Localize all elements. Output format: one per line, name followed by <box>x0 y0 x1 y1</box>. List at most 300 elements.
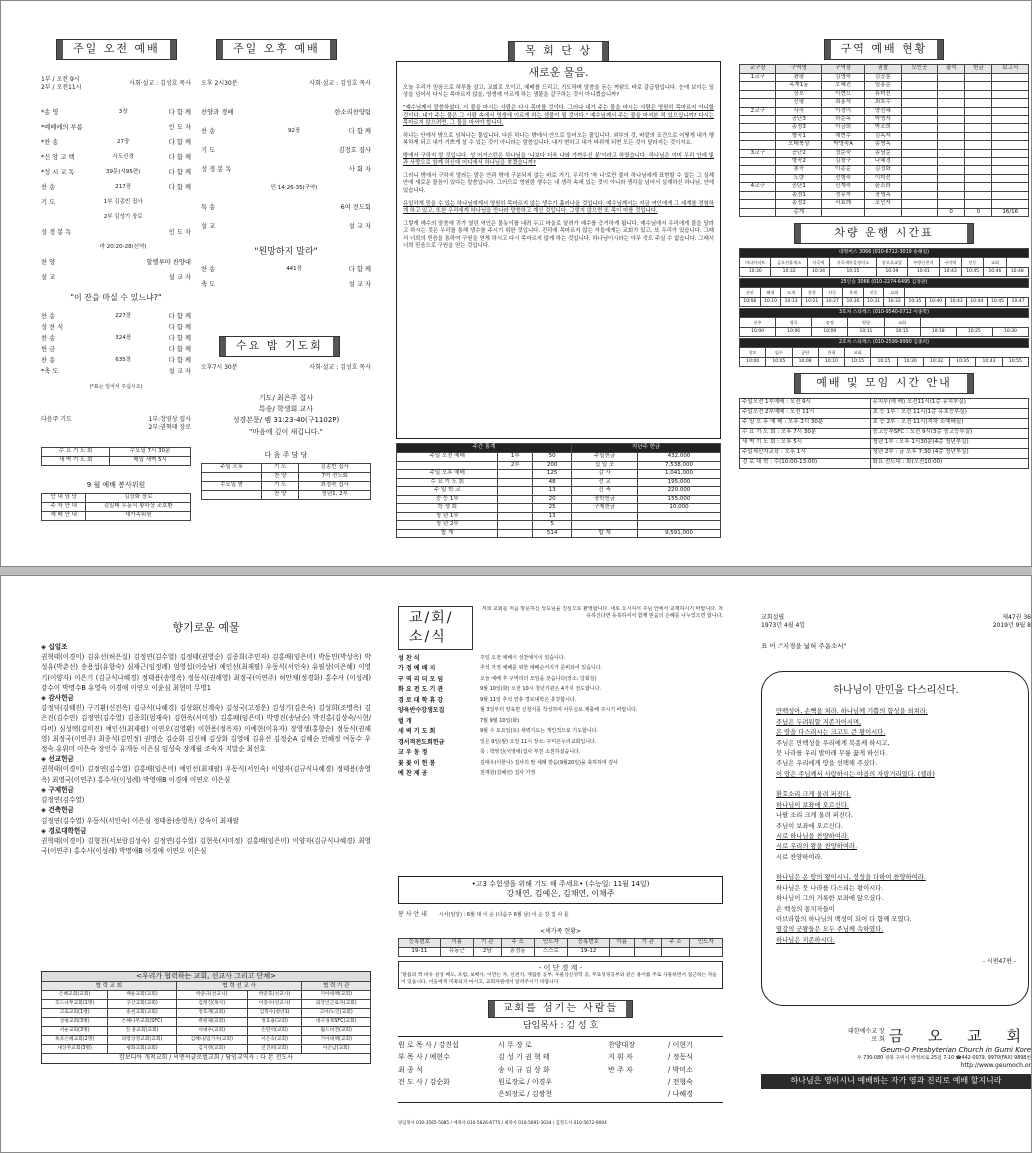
table-cell: 서효례 <box>822 200 865 208</box>
news-item <box>398 654 723 665</box>
order-detail <box>98 124 148 139</box>
partner-cell: 송천교회(교회) <box>108 1009 177 1018</box>
partner-cell: 신진희(교회) <box>247 1045 302 1054</box>
partner-cell: 은혜나무교회(SFC) <box>108 1018 177 1027</box>
next-prayer-names <box>148 416 191 432</box>
news-text: 7월 9월 10일(화) <box>480 717 520 724</box>
bus-time: 10:08 <box>740 297 761 306</box>
heresy-title: - 이 단 경 계 - <box>538 964 583 972</box>
district-column <box>739 39 1029 559</box>
bus-stop: 해평 <box>760 287 781 297</box>
partner-row <box>42 991 371 1000</box>
volunteers-table <box>41 493 191 521</box>
partner-cell: 고로교회(1명) <box>42 1009 108 1018</box>
staff-cell: / 이현기 <box>668 1041 693 1049</box>
bus-time: 10:30 <box>992 327 1028 336</box>
bus-time: 10:43 <box>976 357 1002 366</box>
news-label: 구 역 리 더 모 임 <box>398 675 444 683</box>
order-item <box>41 214 98 229</box>
partner-cell: 흐드나무교회(1명) <box>42 1000 108 1009</box>
staff-row <box>398 1064 723 1076</box>
table-row <box>42 503 191 512</box>
psalm-line: 열강의 군왕들은 모두 주님께 속하였다. <box>776 926 884 934</box>
schedule-row <box>740 438 1029 448</box>
schedule-row <box>740 448 1029 458</box>
partner-header-cell: 협 력 기 관 <box>302 982 371 991</box>
stats-cell: 주일 오전 예배 <box>397 453 498 462</box>
table-cell: 이금희 <box>822 124 865 132</box>
offering-body: 권혁태(이경이) 김유선(허은실) 김정연(김수열) 김정태(권영순) 김종희(주민자) 김홍배(임은미) 박동민(박상옥) 박성유(박춘선) 송용섭(유향숙) 심재근(임정례) 엄영섭(이승남) 예인선(최재팔) 우동식(서인숙) 유필상(이은혜) 이영기(이양자) 이은기 (김규식나혜경) 정태용(송영옥) 정동식(권해영) 최정국(이연주) 허만채(정경화) 홍수사 (이성례) 강수이 박명수B 유영숙 이경애 이연오 이윤심 최현미 무명1 <box>41 653 371 692</box>
order-item: 찬 송 <box>201 266 216 273</box>
header-row <box>740 64 1029 73</box>
partner-cell: 손만석(교회) <box>247 1027 302 1036</box>
table-cell <box>901 183 937 191</box>
table-cell <box>740 174 776 182</box>
table-cell: 하순옥 <box>822 115 865 123</box>
table-cell: 19-11 <box>399 948 441 957</box>
district-row <box>740 107 1029 115</box>
bus-stop: 진평 <box>818 347 844 357</box>
bus-stop: 우방신천지 <box>908 257 939 267</box>
news-list <box>398 654 723 780</box>
staff-cell: 김 성 기 권 혁 태 <box>498 1053 550 1062</box>
wed-detail: 기도/ 최은주 집사 <box>258 394 314 402</box>
stats-cell: 48 <box>533 478 572 487</box>
psalm-line: 시로 하나님을 찬양하여라. <box>776 832 849 840</box>
bus-time: 10:31 <box>863 297 884 306</box>
district-row <box>740 149 1029 157</box>
staff-cell: / 전형숙 <box>668 1077 693 1086</box>
psalm-line: 아브라함의 하나님의 백성이 되어 다 함께 모였다. <box>776 915 912 923</box>
partner-cell: 김혜나/임기수(교회) <box>176 1036 247 1045</box>
stats-row <box>397 495 721 504</box>
order-detail <box>266 147 323 166</box>
table-cell: 김영숙 <box>822 73 865 81</box>
bus-stop: 임수 <box>766 347 792 357</box>
order-row <box>41 357 191 368</box>
order-leader: 다 함 께 <box>168 324 191 331</box>
table-cell: 공단1 <box>776 183 822 191</box>
table-cell <box>901 149 937 157</box>
table-cell: 총계 <box>776 208 822 216</box>
bus-time: 10:10 <box>760 297 781 306</box>
news-text: 월 3일부터 양육반 신청서를 작성하여 사무실로 제출해 주시기 바랍니다. <box>480 707 638 714</box>
stats-cell: 13 <box>533 512 572 521</box>
table-cell <box>901 73 937 81</box>
wed-detail: 성경본문/ 렘 31:23-40(구1102P) <box>232 416 340 425</box>
contacts: 당임목사 010-3565-5085 / 예목사 010-5626-6775 / 최목사 010-5691-3034 / 김전도사 010-5672-9004 <box>398 1121 607 1126</box>
news-item <box>398 738 723 749</box>
bus-time: 10:35 <box>830 267 877 276</box>
table-cell: 최정숙 집사 <box>299 482 371 491</box>
volunteers-title: 9 월 예배 봉사위원 <box>86 481 146 489</box>
table-row <box>42 448 191 457</box>
partner-cell: 김지영(교회) <box>176 1045 247 1054</box>
bus-time: 10:25 <box>871 357 897 366</box>
order-leader: 한소리찬양팀 <box>334 109 371 116</box>
partner-cell: 이충수(선교사) <box>247 1000 302 1009</box>
table-cell <box>992 132 1029 140</box>
table-cell <box>965 90 992 98</box>
partner-row <box>42 1027 371 1036</box>
table-cell: 송정3 <box>776 124 822 132</box>
am-order-list <box>41 109 191 289</box>
table-cell <box>965 191 992 199</box>
order-leader: 다 함 께 <box>168 154 191 161</box>
staff-cell: 반 주 자 <box>608 1065 633 1074</box>
stats-row <box>397 487 721 496</box>
table-cell: 최호수 <box>865 99 901 107</box>
order-row <box>41 313 191 324</box>
stats-cell <box>498 521 533 530</box>
psalm-line: 하나님이 그의 거룩한 보좌에 앉으셨다. <box>776 895 884 903</box>
stats-header <box>397 444 721 453</box>
founded-date: 1973년 4월 4일 <box>761 622 806 630</box>
order-row <box>41 324 191 335</box>
district-row <box>740 200 1029 208</box>
table-cell: 김상화 장로 <box>86 494 191 503</box>
order-row <box>201 281 371 296</box>
order-detail <box>266 204 323 223</box>
partner-cell: 서운교회(3명) <box>42 1027 108 1036</box>
table-cell: 찬 양 <box>262 473 299 482</box>
header-cell: 기 관 <box>634 939 662 948</box>
psalm-line: 환호소리 크게 울려 퍼진다. <box>776 791 851 799</box>
bus-stop: 선산 <box>740 287 761 297</box>
stats-cell: 선 교 <box>572 478 638 487</box>
bus-time: 10:18 <box>920 327 956 336</box>
table-cell <box>901 208 937 216</box>
staff-row <box>398 1039 723 1051</box>
staff-row <box>398 1051 723 1063</box>
bus-stops <box>740 257 1029 267</box>
bus-route-label: 3호차 스타렉스 (010-9540-0712 이종학) <box>740 308 1029 317</box>
staff-row <box>398 1088 723 1100</box>
offering-body: 강정덕(김혜진) 구기환(신진옥) 김규식(나혜경) 김상화(신계숙) 김성국(고정운) 김성기(김은숙) 김성희(조명옥) 김은진(김수연) 김정연(김수열) 김종희(엄재숙) 김현욱(서미정) 김홍배(임은미) 박명진(송남순) 박진홍(김상숙/시현/다비) 심성택(김미진) 예인선(최재팔) 이연오(김영환) 이현용(정옥자) 이예현(이유자) 장영생(홍향순) 정동식(권해영) 최정국(이연주) 최종석(김민정) 권명순 김순화 김신혜 김상화 김영애 김유선 김정순A 김혜순 안혜정 여동수 우정숙 유위미 이은숙 장인수 유개동 이은심 임성숙 장계월 조숙자 지말순 최선호 <box>41 704 371 754</box>
schedule-row <box>740 398 1029 408</box>
header-cell: 인도자 <box>689 939 722 948</box>
psalm-line: 주님은 우리에게 땅을 선택해 주셨다. <box>776 760 878 768</box>
header-cell: 등록번호 <box>568 939 610 948</box>
order-item: 찬양과 경배 <box>201 109 234 116</box>
bus-time: 10:45 <box>987 297 1008 306</box>
staff-cell: 원 로 목 사 / 강진섭 <box>398 1041 459 1049</box>
next-prayer-name: 2부:권혁태 장로 <box>148 424 191 432</box>
bus-stop: 송정 <box>812 317 848 327</box>
order-leader: 인 도 자 <box>168 124 191 131</box>
bus-time: 10:32 <box>771 267 807 276</box>
stats-cell <box>498 487 533 496</box>
table-cell: 형곡2 <box>776 158 822 166</box>
table-cell: 신계숙 <box>822 183 865 191</box>
pastoral-paragraph: 유일하게 믿을 수 있는 하나님에게서 영원히 목마르지 않는 생수가 흘러나올 것입니다. 예수님께서는 지금 여인에게 그 세계를 경험하게 하고 있고, 또한 우리에게 하나님을 만나라 말씀하고 계신 것입니다. 그렇지 않으면 또 목이 마를 것입니다. <box>403 200 714 215</box>
order-leader: 다 함 께 <box>168 139 191 146</box>
table-cell <box>965 183 992 191</box>
bus-route-table <box>739 278 1029 307</box>
district-row <box>740 208 1029 216</box>
next-prayer-name: 1부:장영상 집사 <box>148 416 191 423</box>
district-row <box>740 183 1029 191</box>
offering-body: 권혁태(이경이) 김정연(김수열) 김홍배(임은미) 예인선(최재팔) 우동식(서인숙) 이양자(김규식나혜경) 정태용(송영옥) 최영국(이연주) 홍수사(이성례) 박영애B 이경애 이연오 이은심 <box>41 765 371 784</box>
table-cell <box>740 124 776 132</box>
psalm-line: 하나님이 보좌에 오르신다. <box>776 801 849 809</box>
order-leader <box>322 185 371 204</box>
psalm-text <box>776 707 1016 946</box>
bus-time: 10:11 <box>848 327 884 336</box>
table-cell <box>740 208 776 216</box>
table-cell <box>634 948 662 957</box>
order-leader: 김정호 집사 <box>338 147 371 154</box>
stats-cell: 감 사 <box>572 470 638 479</box>
bus-time: 10:10 <box>818 357 844 366</box>
partner-cell: 서은숙(교회) <box>247 1036 302 1045</box>
table-cell <box>901 99 937 107</box>
table-cell: 이현으 <box>822 90 865 98</box>
bus-stop: 교회 <box>984 257 1006 267</box>
order-item <box>201 185 266 204</box>
partner-cell: 평화교회(교회) <box>108 1045 177 1054</box>
news-text: 9월 수 토요일(토) 새벽기도는 개인적으로 기도합니다. <box>480 728 599 735</box>
order-item: 성 경 봉 독 <box>41 229 72 236</box>
bus-route-label: 대형버스 3066 (010-6712-3019 송해일) <box>740 248 1029 257</box>
table-cell <box>938 166 965 174</box>
stats-cell: 1부 <box>498 453 533 462</box>
partner-cell: 대구경북SFC(교회) <box>302 1018 371 1027</box>
order-detail: 1부 김종빈 집사 <box>103 199 143 205</box>
psalm-line: 하나님은 온 땅의 왕이시니, 정성을 다하여 찬양하여라. <box>776 874 926 882</box>
am-header <box>41 76 191 92</box>
table-cell: 정순숙 <box>822 149 865 157</box>
table-cell: 광평 <box>776 73 822 81</box>
table-cell: 이미선 <box>865 174 901 182</box>
table-cell <box>992 115 1029 123</box>
bus-time: 10:25 <box>956 327 992 336</box>
pastoral-box <box>396 61 721 439</box>
table-cell: 오태북상 <box>776 141 822 149</box>
table-cell <box>822 208 865 216</box>
am-note: (*표는 일어서 주십시오) <box>89 384 143 390</box>
bus-time: 10:55 <box>1002 357 1028 366</box>
district-row <box>740 99 1029 107</box>
staff-cell: 부 목 사 / 예현수 <box>398 1053 450 1062</box>
partner-cell: 외국인근로자(교회) <box>302 1000 371 1009</box>
psalm-title: 하나님이 만민을 다스리신다. <box>833 684 959 696</box>
order-row <box>201 147 371 166</box>
news-label: 경 로 대 학 휴 강 <box>398 696 444 704</box>
stats-cell: 20 <box>533 495 572 504</box>
staff-cell: 지 휘 자 <box>608 1053 633 1062</box>
stats-cell <box>498 504 533 513</box>
psalm-line: 주님은 두려워할 지존자이시며, <box>776 718 862 726</box>
table-cell: 형곡1 <box>776 132 822 140</box>
order-detail: 324장 <box>115 335 132 341</box>
table-cell: 경 로 대 학 : 수(10:00-13:00) <box>740 458 871 468</box>
table-cell: 봉곡 <box>776 166 822 174</box>
table-cell: 정유자 <box>822 191 865 199</box>
stats-row <box>397 461 721 470</box>
table-cell: 사곡 <box>776 107 822 115</box>
bus-times <box>740 297 1029 306</box>
table-cell: 안 내 담 당 <box>42 494 86 503</box>
bus-times <box>740 357 1029 366</box>
order-row <box>41 124 191 139</box>
table-cell <box>965 141 992 149</box>
psalm-line: 뭇 나라를 우리 발아래 무릎 꿇게 하신다. <box>776 749 888 757</box>
table-cell: 유동근 <box>440 948 473 957</box>
order-detail: 217장 <box>115 184 132 190</box>
order-item <box>41 244 98 259</box>
table-cell: 예 배 안 내 <box>42 512 86 521</box>
order-item: 찬 송 <box>41 184 56 191</box>
table-cell <box>965 149 992 157</box>
cover-column <box>761 606 1031 1151</box>
partner-cell: 기아대책(교회) <box>302 991 371 1000</box>
stats-cell <box>572 521 638 530</box>
table-cell: 공단3 <box>776 115 822 123</box>
order-row <box>41 169 191 184</box>
order-detail <box>98 346 148 357</box>
order-detail: 635장 <box>115 357 132 363</box>
bus-stop: 상모 <box>740 347 766 357</box>
table-cell: 김창구 <box>822 158 865 166</box>
table-cell: 16/16 <box>992 208 1029 216</box>
stats-header-cell: 주간 통계 <box>397 444 572 453</box>
table-cell: 김일태 우동식 황하상 조호환 <box>86 503 191 512</box>
order-detail <box>98 274 148 289</box>
table-cell <box>740 141 776 149</box>
bus-time: 10:45 <box>961 267 983 276</box>
order-leader: 6여 전도회 <box>340 204 371 211</box>
table-cell <box>938 174 965 182</box>
partner-row <box>42 1009 371 1018</box>
table-cell <box>965 158 992 166</box>
table-cell: 찬 양 <box>262 491 299 500</box>
order-item: 설 교 <box>41 274 56 281</box>
psalm-line: 하나님은 지존하시다. <box>776 936 835 944</box>
news-label: 꽃 꽃 이 헌 봉 <box>398 759 436 767</box>
stats-cell: 1,041,000 <box>638 470 721 479</box>
table-row <box>42 457 191 466</box>
bus-time: 10:15 <box>884 327 920 336</box>
order-detail: 마 20:20-28(신약) <box>99 244 147 250</box>
table-cell <box>965 99 992 107</box>
bulletin-page-front <box>0 0 1032 567</box>
table-cell <box>901 90 937 98</box>
partner-cell: 정호용(교회) <box>247 1018 302 1027</box>
staff-cell: 전 도 사 / 김순화 <box>398 1077 450 1086</box>
bus-route-table <box>739 338 1029 367</box>
district-row <box>740 73 1029 81</box>
bus-stop: 도개 <box>781 287 802 297</box>
bus-time: 10:00 <box>740 327 776 336</box>
pastor: 담임목사 : 김 성 호 <box>522 1021 599 1031</box>
order-item: 기 도 <box>201 147 216 154</box>
offering-body: 권혁태(이경이) 김형천(서보람김성숙) 김정연(김수열) 김현욱(서미정) 김홍배(임은미) 이양자(김규식나혜경) 최영국(이연주) 홍수사(이성례) 박명애B 이경애 이연오 이은심 <box>41 837 371 856</box>
news-text: 목 : 박영진(서영애)집사 부친 소천하셨습니다. <box>480 749 581 756</box>
stats-cell: 195,000 <box>638 478 721 487</box>
table-cell: 주일오전 2부예배 : 오전 11시 <box>740 408 871 418</box>
motto-label: 표 어 :"지경을 넓혀 주옵소서" <box>761 642 847 651</box>
order-row <box>41 335 191 346</box>
district-row <box>740 90 1029 98</box>
bus-time: 10:43 <box>939 267 961 276</box>
partner-cell: 기아대책(교회) <box>302 1036 371 1045</box>
table-cell: 최홍석 <box>822 99 865 107</box>
news-item <box>398 748 723 759</box>
table-cell: 7여 전도회 <box>299 473 371 482</box>
header-cell: 주 소 <box>662 939 690 948</box>
table-cell <box>689 948 722 957</box>
wed-time: 오후7시 30분 <box>201 364 238 371</box>
bus-stop: 인동 <box>961 257 983 267</box>
table-cell <box>740 90 776 98</box>
table-cell: 송정1 <box>776 191 822 199</box>
district-row <box>740 141 1029 149</box>
table-cell <box>938 141 965 149</box>
bus-time: 10:32 <box>923 357 949 366</box>
table-cell <box>901 200 937 208</box>
bus-time: 10:05 <box>766 357 792 366</box>
bus-schedule <box>739 248 1029 367</box>
newfamily-title: <새가족 현황> <box>540 928 581 935</box>
table-row <box>202 473 371 482</box>
newfamily-table <box>398 938 723 957</box>
table-cell <box>938 191 965 199</box>
table-cell: 중고등부SFC : 오전 9시(3층 중고등부실) <box>870 428 1029 438</box>
partner-cell: 고아/노인(교회) <box>302 1009 371 1018</box>
stats-cell <box>498 529 533 538</box>
table-cell <box>202 473 262 482</box>
order-item: 찬 송 <box>41 313 56 320</box>
bus-stop: 구미역 <box>939 257 961 267</box>
partner-cell: 옥포은혜교회(2명) <box>42 1036 108 1045</box>
news-column <box>398 606 723 1146</box>
news-item <box>398 685 723 696</box>
table-cell <box>609 948 634 957</box>
partner-row <box>42 1018 371 1027</box>
church-url[interactable]: http://www.geumoch.or <box>960 1062 1031 1070</box>
worship-column <box>41 31 371 561</box>
stats-cell <box>397 461 498 470</box>
bus-time: 10:35 <box>905 297 926 306</box>
table-cell: 청년1, 2부 <box>299 491 371 500</box>
staff-title: 교회를 섬기는 사람들 <box>488 1000 633 1018</box>
bus-stop: 교회 <box>884 287 905 297</box>
offering-body: 김정연(김수열) 우동식(서인숙) 이은심 정태용(송영옥) 강숙이 최재팔 <box>41 816 239 825</box>
bus-route-name <box>740 248 1029 257</box>
partner-header-cell: 협 력 선 교 사 <box>176 982 302 991</box>
exam-students: 강채연, 김예은, 김채연, 이채주 <box>506 889 615 899</box>
order-row <box>41 259 191 274</box>
partner-footer: 캄보디아 개척교회 / 씨앤씨글로벌교회 / 담임교역자 : 다 본 전도사 <box>41 1054 371 1063</box>
stats-cell <box>498 478 533 487</box>
order-detail <box>98 229 148 244</box>
table-cell <box>938 99 965 107</box>
bus-stops <box>740 347 1029 357</box>
partner-header <box>42 982 371 991</box>
news-item <box>398 696 723 707</box>
bus-stop: 마디아파트 <box>740 257 771 267</box>
bus-route-table <box>739 248 1029 277</box>
schedule-row <box>740 408 1029 418</box>
bus-time: 10:47 <box>1008 297 1029 306</box>
order-leader: 설 교 자 <box>168 368 191 375</box>
stats-cell: 청 년 1부 <box>397 512 498 521</box>
table-cell <box>938 90 965 98</box>
psalm-ref: - 시편47편 - <box>982 958 1016 966</box>
stats-cell: 220,000 <box>638 487 721 496</box>
bus-route-table <box>739 308 1029 337</box>
